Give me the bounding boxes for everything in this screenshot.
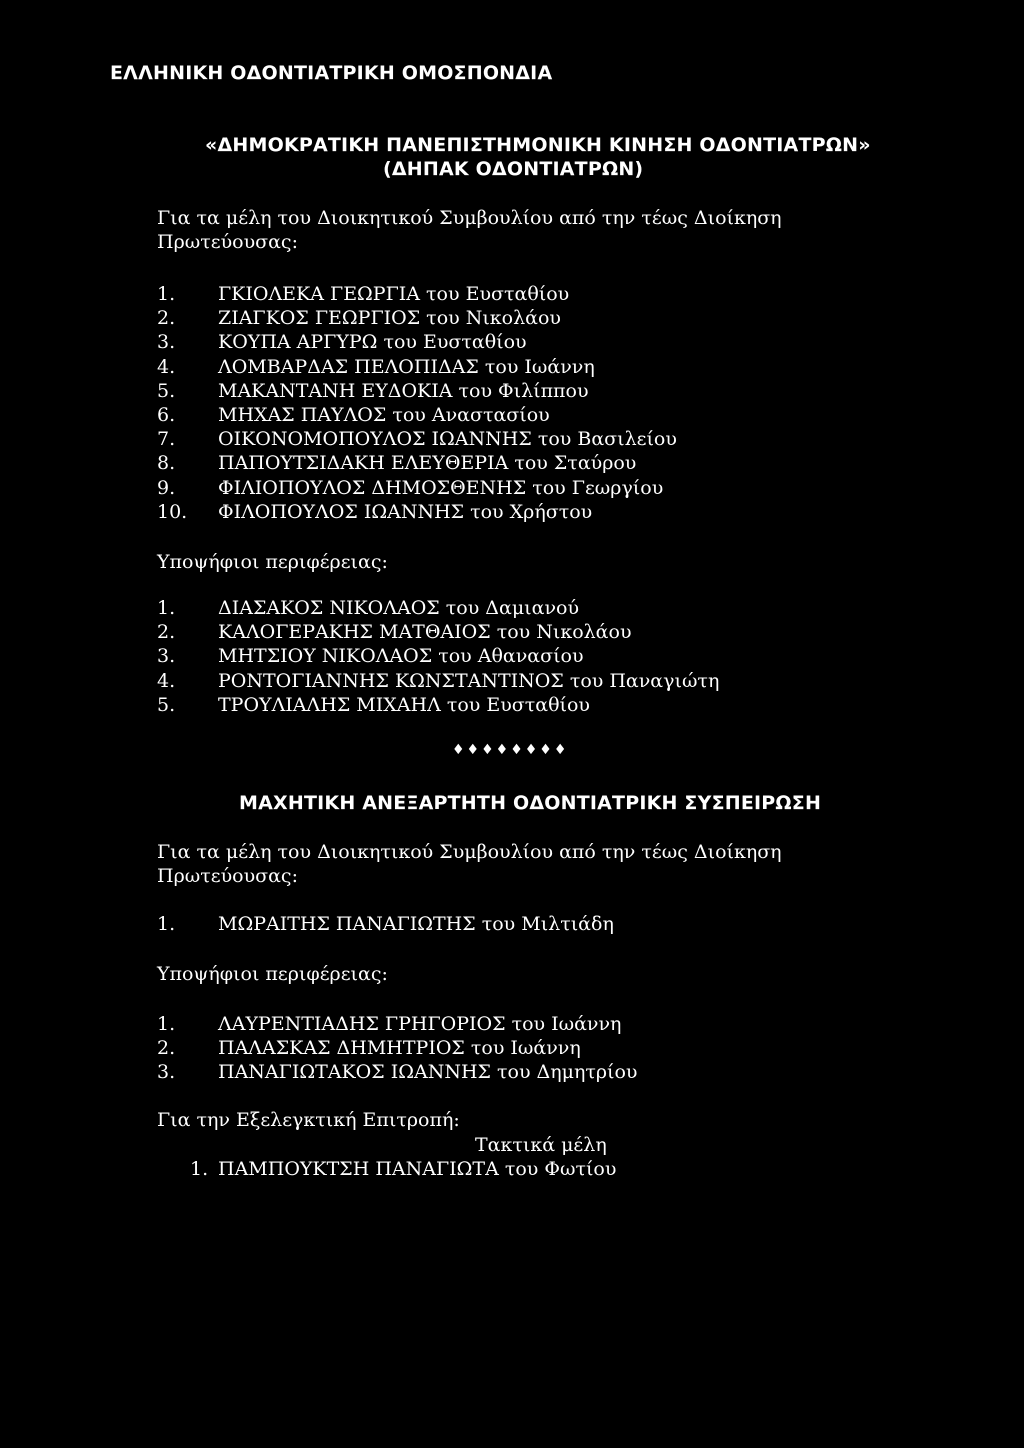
list-number: 3. [157,645,176,668]
section1-regional-list [157,596,857,717]
list-item [157,596,857,620]
member-name: ΤΡΟΥΛΙΑΛΗΣ ΜΙΧΑΗΛ του Ευσταθίου [218,693,590,716]
list-number: 5. [157,693,176,716]
list-number: 2. [157,307,176,330]
list-number: 2. [157,621,176,644]
section1-board-list [157,282,857,524]
list-number: 1. [157,1013,176,1035]
member-name: ΜΩΡΑΙΤΗΣ ΠΑΝΑΓΙΩΤΗΣ του Μιλτιάδη [218,913,614,935]
member-name: ΛΑΥΡΕΝΤΙΑΔΗΣ ΓΡΗΓΟΡΙΟΣ του Ιωάννη [218,1013,622,1035]
list-item [157,644,857,668]
list-item [157,693,857,717]
list-item [157,669,857,693]
audit-committee-intro: Για την Εξελεγκτική Επιτροπή: [157,1109,460,1131]
section2-board-intro-line2: Πρωτεύουσας: [157,865,298,887]
list-item [157,330,857,354]
list-number: 2. [157,1037,176,1060]
section1-board-intro-line2: Πρωτεύουσας: [157,231,298,253]
list-number: 9. [157,476,176,499]
member-name: ΟΙΚΟΝΟΜΟΠΟΥΛΟΣ ΙΩΑΝΝΗΣ του Βασιλείου [218,428,677,451]
list-item [157,451,857,475]
section2-regional-intro: Υποψήφιοι περιφέρειας: [157,963,388,985]
list-item [190,1157,890,1181]
member-name: ΓΚΙΟΛΕΚΑ ΓΕΩΡΓΙΑ του Ευσταθίου [218,283,570,305]
list-item [157,912,857,936]
member-name: ΦΙΛΙΟΠΟΥΛΟΣ ΔΗΜΟΣΘΕΝΗΣ του Γεωργίου [218,476,664,499]
list-number: 10. [157,500,188,523]
list-number: 3. [157,331,176,354]
member-name: ΠΑΜΠΟΥΚΤΣΗ ΠΑΝΑΓΙΩΤΑ του Φωτίου [218,1158,617,1180]
list-item [157,1060,857,1084]
list-item [157,1012,857,1036]
list-number: 6. [157,403,176,426]
list-item [157,379,857,403]
list-item [157,500,857,524]
list-item [157,476,857,500]
section1-regional-intro: Υποψήφιοι περιφέρειας: [157,551,388,573]
section2-board-intro-line1: Για τα μέλη του Διοικητικού Συμβουλίου από την τέως Διοίκηση [157,841,782,863]
member-name: ΦΙΛΟΠΟΥΛΟΣ ΙΩΑΝΝΗΣ του Χρήστου [218,500,593,523]
section1-title-line2: (ΔΗΠΑΚ ΟΔΟΝΤΙΑΤΡΩΝ) [383,158,644,180]
audit-committee-subheading: Τακτικά μέλη [475,1134,607,1156]
list-item [157,282,857,306]
federation-title: ΕΛΛΗΝΙΚΗ ΟΔΟΝΤΙΑΤΡΙΚΗ ΟΜΟΣΠΟΝΔΙΑ [110,62,553,84]
audit-committee-list [190,1157,890,1181]
list-item [157,355,857,379]
list-number: 4. [157,355,176,378]
list-number: 8. [157,452,176,475]
member-name: ΛΟΜΒΑΡΔΑΣ ΠΕΛΟΠΙΔΑΣ του Ιωάννη [218,355,595,378]
section2-regional-list [157,1012,857,1085]
member-name: ΠΑΝΑΓΙΩΤΑΚΟΣ ΙΩΑΝΝΗΣ του Δημητρίου [218,1061,638,1084]
list-number: 7. [157,428,176,451]
list-item [157,403,857,427]
member-name: ΚΑΛΟΓΕΡΑΚΗΣ ΜΑΤΘΑΙΟΣ του Νικολάου [218,621,632,644]
list-number: 1. [190,1158,209,1180]
member-name: ΜΑΚΑΝΤΑΝΗ ΕΥΔΟΚΙΑ του Φιλίππου [218,379,589,402]
member-name: ΚΟΥΠΑ ΑΡΓΥΡΩ του Ευσταθίου [218,331,527,354]
diamond-separator: ♦♦♦♦♦♦♦♦ [452,742,569,758]
list-item [157,306,857,330]
list-item [157,427,857,451]
member-name: ΠΑΛΑΣΚΑΣ ΔΗΜΗΤΡΙΟΣ του Ιωάννη [218,1037,581,1060]
member-name: ΠΑΠΟΥΤΣΙΔΑΚΗ ΕΛΕΥΘΕΡΙΑ του Σταύρου [218,452,637,475]
list-item [157,1036,857,1060]
section2-board-list [157,912,857,936]
member-name: ΡΟΝΤΟΓΙΑΝΝΗΣ ΚΩΝΣΤΑΝΤΙΝΟΣ του Παναγιώτη [218,669,720,692]
member-name: ΔΙΑΣΑΚΟΣ ΝΙΚΟΛΑΟΣ του Δαμιανού [218,597,579,619]
list-number: 3. [157,1061,176,1084]
member-name: ΜΗΤΣΙΟΥ ΝΙΚΟΛΑΟΣ του Αθανασίου [218,645,584,668]
section1-title-line1: «ΔΗΜΟΚΡΑΤΙΚΗ ΠΑΝΕΠΙΣΤΗΜΟΝΙΚΗ ΚΙΝΗΣΗ ΟΔΟΝΤΙΑΤΡΩΝ» [205,134,871,156]
list-number: 1. [157,283,176,305]
list-number: 5. [157,379,176,402]
member-name: ΜΗΧΑΣ ΠΑΥΛΟΣ του Αναστασίου [218,403,550,426]
section2-title: ΜΑΧΗΤΙΚΗ ΑΝΕΞΑΡΤΗΤΗ ΟΔΟΝΤΙΑΤΡΙΚΗ ΣΥΣΠΕΙΡΩΣΗ [239,792,822,814]
member-name: ΖΙΑΓΚΟΣ ΓΕΩΡΓΙΟΣ του Νικολάου [218,307,561,330]
list-number: 1. [157,597,176,619]
list-number: 1. [157,913,176,935]
list-number: 4. [157,669,176,692]
list-item [157,620,857,644]
section1-board-intro-line1: Για τα μέλη του Διοικητικού Συμβουλίου από την τέως Διοίκηση [157,207,782,229]
